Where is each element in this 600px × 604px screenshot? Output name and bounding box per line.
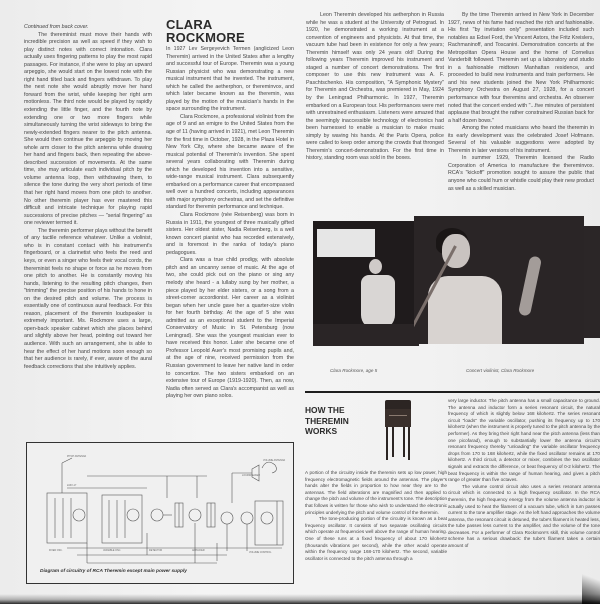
how-it-works-continued-column <box>448 398 600 550</box>
paragraph: Clara was a true child prodigy, with absolute pitch and an uncanny sense of music. At the age of two, she could pick out on the piano or sing any melody she heard - a lullaby sung by her mother, a piece played by her elder sisters, or a song from a street-corner accordionist. Her career as a violinist began when her uncle gave her a quarter-size violin for her fourth birthday. At the age of 5 she was admitted as an exceptional student to the Imperial Conservatory of Music in St. Petersburg (now Leningrad). She was the youngest musician ever to have received this honor. Later she became one of Professor Leopold Auer's most promising pupils and, at the age of nine, received permission from the Russian government to leave her native land in order to concertize. The two sisters embarked on an extensive tour of Europe (1919-1920). Then, as now, Nadia often served as Clara's accompanist as well as playing her own piano solos. <box>166 257 294 400</box>
paragraph: In 1927 Lev Sergeyevich Termen (anglicized Leon Theremin) arrived in the United States after a lengthy and successful tour of Europe. Theremin was a young Russian physicist who was demonstrating a new musical instrument that he invented. The instrument, which he called the aetherphon, or thereminvox, and which later became known as the theremin, was played by the motion of the musician's hands in the space surrounding the instrument. <box>166 46 294 113</box>
photo-caption-child: Clara Rockmore, age 5 <box>330 368 378 373</box>
cabinet-leg <box>403 427 405 457</box>
continued-article-column <box>24 24 152 371</box>
title-line: CLARA <box>166 17 213 32</box>
paragraph: very large inductor. The pitch antenna has a small capacitance to ground. The antenna and inductor form a series resonant circuit, the natural frequency of which is slightly below 168 kilohertz. The series resonant circuit "loads" the variable oscillator, pushing its frequency up to 170 kilohertz (when the instrument is properly tuned to the pitch antenna by the performer). As they bring their right hand near the pitch antenna (less than one picofarad), enough to substantially lower the antenna circuit's resonant frequency thereby "unloading" the variable oscillator frequency drops from 170 to 168 kilohertz, while the fixed oscillator remains at 170 kilohertz. A third circuit, a detector or mixer, combines the two oscillator signals and extracts the difference, or beat frequency of 0-2 kilohertz. The beat frequency is within the range of human hearing, and gives a pitch range of greater than five octaves. <box>448 398 600 483</box>
cabinet-body <box>385 409 411 427</box>
svg-text:FIXED OSC.: FIXED OSC. <box>49 549 63 552</box>
section-title-how-the-theremin-works <box>305 405 349 437</box>
paragraph: The thereminist must move their hands with incredible precision as well as speed if they wish to play distinct notes with correct intonation. Clara actually uses fingering patterns to play the most rapid passages. For instance, if she were to play an upward arpeggio, she would start on the lowest note with the right hand tilted back and fingers withdrawn. To play the next note she would abruptly move her hand forward from the wrist, while keeping her right arm motionless. The third note would be played by rapidly extending the little finger, and the fourth note by extending one or two more fingers while simultaneously turning the wrist sideways to bring the newly-extended fingers nearer to the pitch antenna. She would then continue the arpeggio by moving her whole arm closer to the pitch antenna while drawing her hand and fingers back, then repeating the above-described succession of movements. At the same time, she may articulate each individual pitch by the volume antenna loop, then withdrawing them, to silence the tone during the very short periods of time that her right hand moves from one pitch to another. No other theremin player has ever mastered this difficult and intricate technique for playing rapid successions of precise pitches — "serial fingering" as one reviewer termed it. <box>24 31 152 227</box>
title-line: HOW THE <box>305 405 345 415</box>
aetherphon-article-column <box>306 12 444 163</box>
photo-partial-right <box>584 226 600 338</box>
photo-concert-violinist <box>414 216 584 344</box>
paragraph: The volume control circuit also uses a series resonant antenna circuit which is connected to a high frequency oscillator. In the RCA theremin, the high frequency energy from the volume antenna inductor is actually used to heat the filament of a vacuum tube, which in turn passes current to the tone amplifier stage. As the left hand approaches the volume antenna, the resonant circuit is detuned, the tube's filament is heated less, the tube passes less current to the amplifier, and the volume of the tone decreases. For a performer of Clara Rockmore's skill, this volume control scheme has a serious drawback: the tube's filament takes a certain amount of <box>448 483 600 549</box>
cabinet-leg <box>386 427 388 460</box>
paragraph: The theremin performer plays without the benefit of any tactile reference whatever. Unlike a violinist, who is in constant contact with his instrument's fingerboard, or a clarinetist who feels the reed and keys, or even a singer who feels their vocal cords, the thereminist feels no shape or force as he moves from one pitch to another. He is constantly moving his hands, listening to the resulting pitch changes, then "trimming" the precise position of his hands to hone in on the desired pitch and volume. The process is essentially one of continuous aural feedback. For this reason, placement of the theremin loudspeaker is extremely important. Ms. Rockmore uses a large, open-back speaker cabinet which she places behind and slightly above her head, pointing out toward her audience. With such an arrangement, she is able to hear the effect of her hand motions soon enough so that her audience is rarely, if ever, aware of the aural feedback corrections that she intuitively applies. <box>24 227 152 370</box>
paragraph: By the time Theremin arrived in New York in December 1927, news of his fame had reached the rich and fashionable. His first "by invitation only" presentation included such notables as Edsel Ford, the Vincent Astors, the Fritz Kreislers, Rachmaninoff, and Toscanini. Demonstration concerts at the Metropolitan Opera House and the home of Cornelius Vanderbilt followed. Theremin set up a laboratory and studio in a fashionable midtown Manhattan residence, and proceeded to build new instruments and train performers. He and his new students joined the New York Philharmonic Symphony Orchestra on August 27, 1928, for a concert performance with four theremins and orchestra. An observer noted that the concert ended with "...five minutes of persistent applause that brought the rather constrained Russian back for a half dozen bows." <box>448 12 594 124</box>
paragraph: The tone-producing portion of the circuitry is known as a beat frequency oscillator. It consists of two separate oscillating circuits which operate at frequencies well above the range of human hearing. One of these runs at a fixed frequency of about 170 kilohertz (thousands vibrations per second), while the other would operate within the frequency range 168-170 kilohertz. The second, variable oscillator is connected to the pitch antenna through a <box>305 516 447 561</box>
section-title-clara-rockmore <box>166 18 245 44</box>
section-divider <box>305 391 600 393</box>
new-york-article-column <box>448 12 594 193</box>
title-line: ROCKMORE <box>166 30 245 45</box>
paragraph: A portion of the circuitry inside the theremin sets up low power, high frequency electromagnetic fields around the antennas. The player's hands alter the fields in proportion to how near they are to the antennas. The field alterations are magnified and then applied to change the pitch and volume of the instrument's tone. The description that follows is written for those who wish to understand the electronic principles underlying the pitch and volume control of the theremin. <box>305 470 447 515</box>
svg-text:LOUDSPEAKER: LOUDSPEAKER <box>242 474 260 477</box>
circuit-schematic-icon <box>27 443 293 583</box>
continued-lead: Continued from back cover. <box>24 24 89 30</box>
title-line: WORKS <box>305 426 338 436</box>
svg-text:DETECTOR: DETECTOR <box>149 549 163 552</box>
paragraph: Clara Rockmore (née Reisenberg) was born in Russia in 1911, the youngest of three musically gifted sisters. Her oldest sister, Nadia Reisenberg, is a well known concert pianist who has recorded extensively, and is foremost in the ranks of today's piano pedagogues. <box>166 212 294 256</box>
cabinet-leg <box>392 427 394 457</box>
paragraph: Among the noted musicians who heard the theremin in its early development was the celebrated Josef Hofmann. Several of his valuable suggestions were adopted by Theremin in later versions of his instrument. <box>448 125 594 154</box>
svg-text:PITCH ANTENNA: PITCH ANTENNA <box>67 455 87 458</box>
theremin-cabinet-illustration <box>385 400 411 460</box>
clara-article-column <box>166 46 294 401</box>
paragraph: In summer 1929, Theremin licensed the Radio Corporation of America to manufacture the thereminvox. RCA's "kickoff" promotion sought to assure the public that anyone who could hum or whistle could play their new product as well as a skilled musician. <box>448 155 594 192</box>
paragraph: Leon Theremin developed his aetherphon in Russia while he was a student at the University of Petrograd. In 1920, he demonstrated a working instrument at a convention of engineers and physicists. At that time, the vacuum tube had been in existence for only a few years; Theremin himself was only 24 years old! During the following years Theremin improved his instrument and staged a number of concert demonstrations. The first composer to use this new instrument was A. F. Paschtschenko. His composition, "A Symphonic Mystery" for Theremin and Orchestra, was premiered in May, 1924 by the Leningrad Philharmonic. In 1927, Theremin embarked on a European tour. His performances were met with unrestrained enthusiasm. Listeners were amazed that the seemingly inaccessible technology of electronics had been harnessed to enable a musician to make music simply by waving his hands. At the Paris Opera, police were called to keep order among the crowds that thronged Theremin's concert-demonstration. For the first time in history, standing room was sold in the boxes. <box>306 12 444 162</box>
photo-clara-age-5 <box>313 221 419 346</box>
svg-text:2A3X-17: 2A3X-17 <box>67 484 77 487</box>
svg-text:VOLUME CONTROL: VOLUME CONTROL <box>249 551 272 554</box>
paragraph: Clara Rockmore, a professional violinist from the age of 9 and an emigre to the United States from the age of 11 (having arrived in 1921), met Leon Theremin for the first time in October, 1928, in the Plaza Hotel in New York City, where she became aware of the musical potential of Theremin's invention. She spent several years collaborating with Theremin during which he developed his invention into a sensitive, wide-range musical instrument. Clara subsequently embarked on a performance career that encompassed well over a hundred concerts, including appearances with major symphony orchestras, and set the definitive standard for theremin performance and technique. <box>166 113 294 211</box>
circuit-diagram <box>26 442 294 584</box>
photo-figure-dress <box>361 275 395 329</box>
cabinet-leg <box>408 427 410 460</box>
svg-text:AMPLIFIER: AMPLIFIER <box>192 549 205 552</box>
photo-floor <box>313 324 419 346</box>
page-edge-shadow <box>0 594 600 604</box>
diagram-caption: Diagram of circuitry of RCA Theremin except main power supply <box>40 569 187 574</box>
photo-figure-head <box>369 259 382 274</box>
svg-text:VOLUME ANTENNA: VOLUME ANTENNA <box>263 459 286 462</box>
page-curl-shadow <box>582 560 600 604</box>
title-line: THEREMIN <box>305 415 349 426</box>
svg-text:VARIABLE OSC.: VARIABLE OSC. <box>103 549 122 552</box>
photo-figure-torso <box>428 276 502 344</box>
photo-figure-arm <box>518 255 542 316</box>
photo-backdrop-sign <box>317 229 375 257</box>
photo-caption-concert: Concert violinist, Clara Rockmore <box>466 368 535 373</box>
cabinet-drawer <box>389 415 407 416</box>
how-it-works-column <box>305 470 447 562</box>
